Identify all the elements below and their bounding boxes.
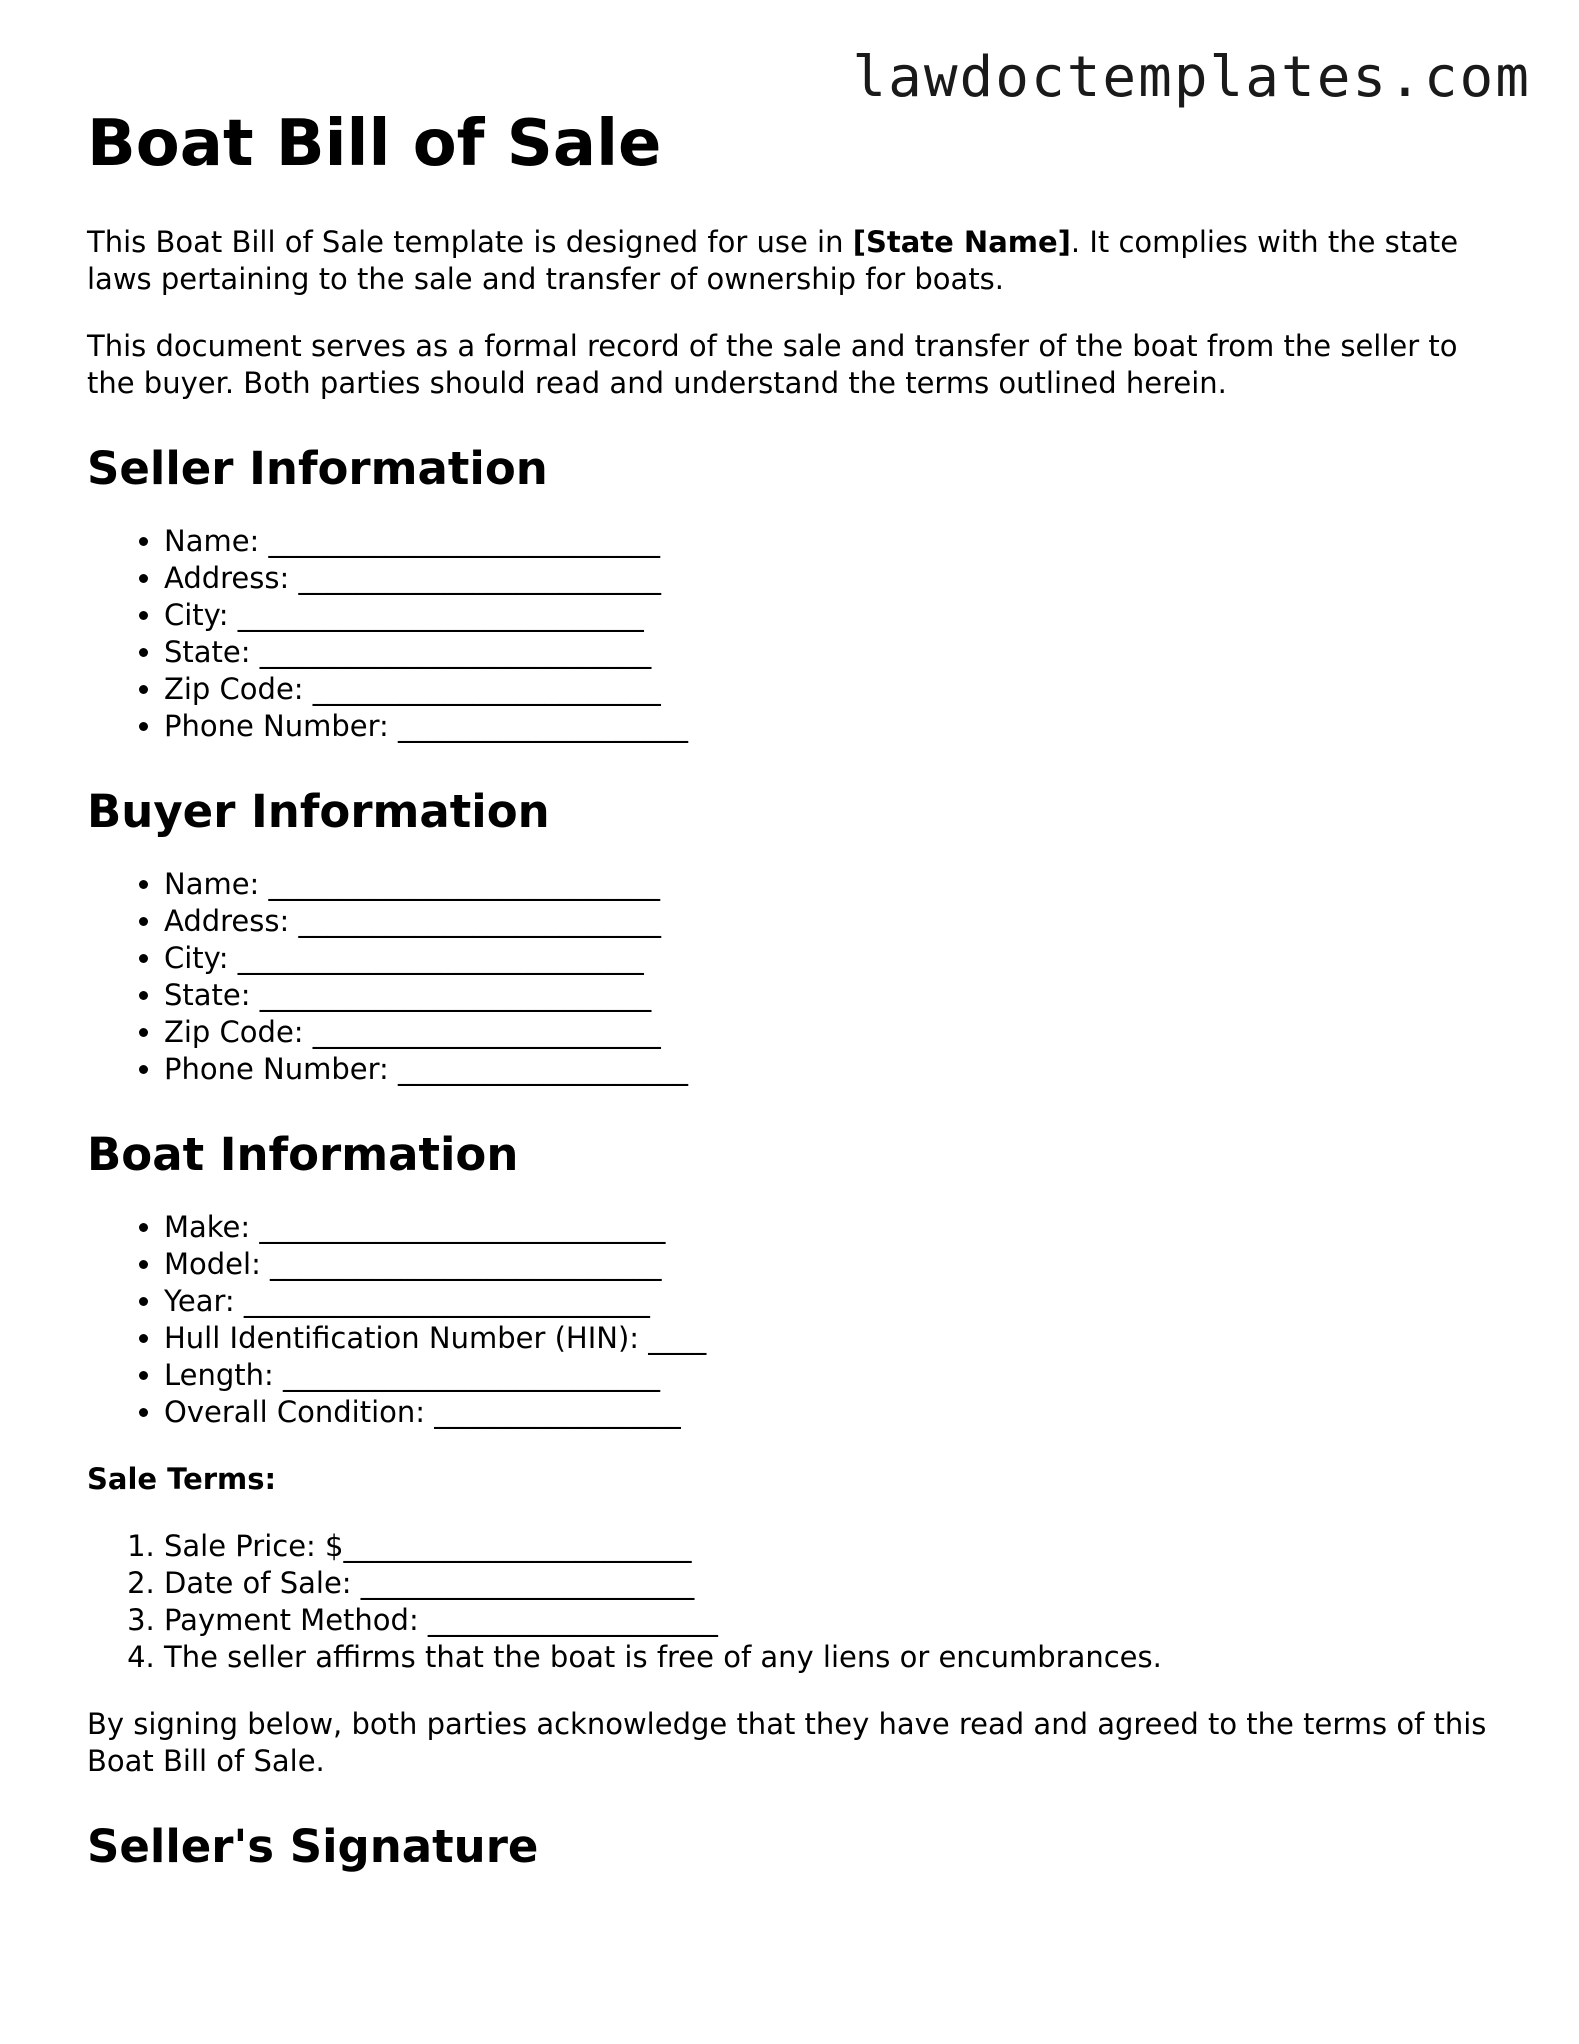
document-body xyxy=(87,107,1487,1901)
buyer-phone-field: • Phone Number: ____________________ xyxy=(164,1051,1487,1088)
sale-terms-list xyxy=(87,1528,1487,1676)
seller-city-field: • City: ____________________________ xyxy=(164,597,1487,634)
state-name-placeholder: [State Name] xyxy=(852,225,1071,259)
boat-make-field: • Make: ____________________________ xyxy=(164,1209,1487,1246)
buyer-info-list xyxy=(87,866,1487,1088)
intro-paragraph-2: This document serves as a formal record of the sale and transfer of the boat from the seller to the buyer. Both parties should read and understand the terms outlined herein. xyxy=(87,329,1458,400)
seller-address-field: • Address: _________________________ xyxy=(164,560,1487,597)
sale-price-field: 1. Sale Price: $________________________ xyxy=(164,1528,1487,1565)
seller-zip-field: • Zip Code: ________________________ xyxy=(164,671,1487,708)
seller-name-field: • Name: ___________________________ xyxy=(164,523,1487,560)
lien-affirmation: 4. The seller affirms that the boat is free of any liens or encumbrances. xyxy=(164,1639,1487,1676)
buyer-state-field: • State: ___________________________ xyxy=(164,977,1487,1014)
boat-info-list xyxy=(87,1209,1487,1431)
buyer-section-heading: Buyer Information xyxy=(87,785,550,838)
intro-text-start: This Boat Bill of Sale template is designed for use in xyxy=(87,225,853,259)
seller-section-heading: Seller Information xyxy=(87,442,548,495)
seller-signature-heading: Seller's Signature xyxy=(87,1820,539,1873)
seller-phone-field: • Phone Number: ____________________ xyxy=(164,708,1487,745)
boat-section-heading: Boat Information xyxy=(87,1128,519,1181)
intro-paragraph-1 xyxy=(87,224,1487,298)
document-title: Boat Bill of Sale xyxy=(87,107,662,181)
closing-paragraph: By signing below, both parties acknowledge that they have read and agreed to the terms of this Boat Bill of Sale. xyxy=(87,1707,1487,1778)
buyer-zip-field: • Zip Code: ________________________ xyxy=(164,1014,1487,1051)
boat-hin-field: • Hull Identification Number (HIN): ____ xyxy=(164,1320,1487,1357)
sale-terms-heading: Sale Terms: xyxy=(87,1462,277,1496)
buyer-name-field: • Name: ___________________________ xyxy=(164,866,1487,903)
intro-text-end: . It complies with the state laws pertaining to the sale and transfer of ownership for boats. xyxy=(87,225,1459,296)
buyer-city-field: • City: ____________________________ xyxy=(164,940,1487,977)
boat-length-field: • Length: __________________________ xyxy=(164,1357,1487,1394)
boat-condition-field: • Overall Condition: _________________ xyxy=(164,1394,1487,1431)
boat-year-field: • Year: ____________________________ xyxy=(164,1283,1487,1320)
buyer-address-field: • Address: _________________________ xyxy=(164,903,1487,940)
site-watermark: lawdoctemplates.com xyxy=(852,45,1531,110)
boat-model-field: • Model: ___________________________ xyxy=(164,1246,1487,1283)
seller-state-field: • State: ___________________________ xyxy=(164,634,1487,671)
payment-method-field: 3. Payment Method: ____________________ xyxy=(164,1602,1487,1639)
sale-date-field: 2. Date of Sale: _______________________ xyxy=(164,1565,1487,1602)
seller-info-list xyxy=(87,523,1487,745)
